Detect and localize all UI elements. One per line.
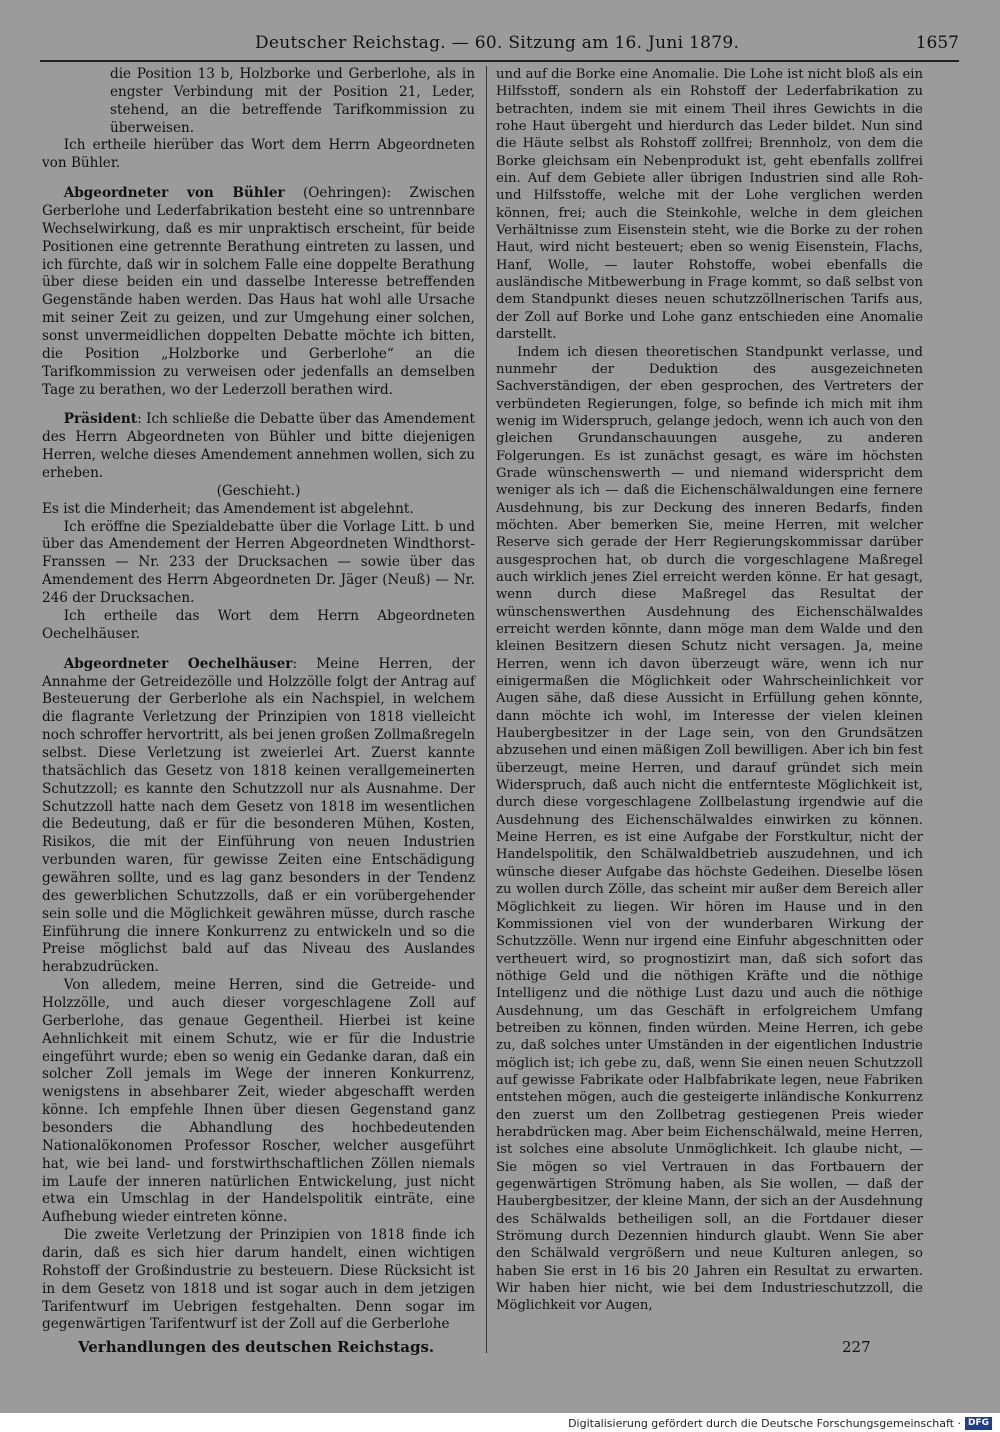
stage-direction: (Geschieht.) bbox=[216, 482, 301, 499]
speaker-name: Abgeordneter von Bühler bbox=[63, 185, 285, 202]
speech-paragraph bbox=[42, 185, 475, 399]
speech-text: (Oehringen): Zwischen Gerberlohe und Lederfabrikation besteht eine so untrennbare Wechselwirkung, daß es mir unpraktisch erscheint, für beide Positionen eine getrennte Berathung eintreten zu lassen, und ich fürchte, daß wir in solchem Falle eine doppelte Berathung über diese beiden ein und dasselbe Interesse betreffenden Gegenstände haben werden. Das Haus hat wohl alle Ursache mit seiner Zeit zu geizen, und zur Umgehung einer solchen, sonst unvermeidlichen doppelten Debatte möchte ich bitten, die Position „Holzborke und Gerberlohe“ an die Tarifkommission zu verweisen oder jedenfalls an demselben Tage zu berathen, wo der Lederzoll berathen wird. bbox=[42, 185, 475, 398]
body-paragraph: Von alledem, meine Herren, sind die Getreide- und Holzzölle, und auch dieser vorgeschlagene Zoll auf Gerberlohe, das genaue Gegentheil. Hierbei ist keine Aehnlichkeit mit einem Schutz, wie er für die Industrie eingeführt wurde; eben so wenig ein Gedanke daran, daß ein solcher Zoll jemals im Wege der inneren Konkurrenz, wenigstens in absehbarer Zeit, wieder abgeschafft werden könne. Ich empfehle Ihnen über diesen Gegenstand ganz besonders die Abhandlung des hochbedeutenden Nationalökonomen Professor Roscher, welcher ausgeführt hat, wie bei land- und forstwirthschaftlichen Zöllen niemals im Laufe der inneren natürlichen Entwickelung, just nicht etwa ein Umschlag in der Handelspolitik einträte, eine Aufhebung wieder eintreten könne. bbox=[42, 977, 475, 1226]
speaker-name: Präsident bbox=[63, 411, 138, 428]
body-paragraph: Die zweite Verletzung der Prinzipien von 1818 finde ich darin, daß es sich hier darum handelt, einen wichtigen Rohstoff der Großindustrie zu besteuern. Diese Rücksicht ist in dem Gesetz von 1818 und ist sogar auch in dem jetzigen Tarifentwurf im Uebrigen festgehalten. Denn sogar im gegenwärtigen Tarifentwurf ist der Zoll auf die Gerberlohe bbox=[42, 1227, 475, 1333]
footer-source: Verhandlungen des deutschen Reichstags. bbox=[78, 1338, 435, 1356]
left-column bbox=[42, 66, 475, 1334]
speaker-name: Abgeordneter Oechelhäuser bbox=[63, 655, 293, 672]
footer-signature: 227 bbox=[842, 1338, 871, 1356]
right-column bbox=[496, 66, 923, 1315]
page-header bbox=[40, 33, 980, 55]
running-title: Deutscher Reichstag. — 60. Sitzung am 16. Juni 1879. bbox=[255, 33, 740, 53]
body-paragraph: Es ist die Minderheit; das Amendement ist abgelehnt. bbox=[42, 500, 414, 517]
body-paragraph: Ich ertheile das Wort dem Herrn Abgeordneten Oechelhäuser. bbox=[42, 607, 475, 642]
speech-paragraph bbox=[42, 656, 475, 977]
speech-paragraph bbox=[42, 411, 475, 482]
column-divider bbox=[486, 66, 487, 1353]
speech-text: : Ich schließe die Debatte über das Amendement des Herrn Abgeordneten von Bühler und bitte diejenigen Herren, welche dieses Amendement annehmen wollen, sich zu erheben. bbox=[42, 411, 475, 482]
body-paragraph: Indem ich diesen theoretischen Standpunkt verlasse, und nunmehr der Deduktion des ausgezeichneten Sachverständigen, der eben gesprochen, des Vertreters der verbündeten Regierungen, folge, so befinde ich mich mit ihm wenig im Widerspruch, gelange jedoch, wenn ich auch von den gleichen Grundanschauungen ausgehe, zu anderen Folgerungen. Es ist zunächst gesagt, es wäre im höchsten Grade wünschenswerth — und niemand widerspricht dem weniger als ich — daß die Eichenschälwaldungen eine fernere Ausdehnung, bis zur Deckung des inneren Bedarfs, finden möchten. Aber bemerken Sie, meine Herren, mit welcher Reserve sich gerade der Herr Regierungskommissar darüber ausgesprochen hat, ob durch die vorgeschlagene Maßregel auch wirklich jenes Ziel erreicht werden könne. Er hat gesagt, wenn durch diese Maßregel das Resultat der wünschenswerthen Ausdehnung des Eichenschälwaldes erreicht werden könnte, dann möge man dem Walde und den kleinen Besitzern diesen Schutz nicht versagen. Ja, meine Herren, wenn ich davon überzeugt wäre, wenn ich nur einigermaßen die Möglichkeit oder Wahrscheinlichkeit vor Augen sähe, daß diese Aussicht in Erfüllung gehen könnte, dann möchte ich wohl, im Interesse der vielen kleinen Haubergbesitzer in der Lage sein, von den Grundsätzen abzusehen und einen mäßigen Zoll bewilligen. Aber ich bin fest überzeugt, meine Herren, und darauf gründet sich mein Widerspruch, daß auch nicht die entfernteste Möglichkeit ist, durch diese vorgeschlagene Zollbelastung irgendwie auf die Ausdehnung des Eichenschälwaldes einwirken zu können. Meine Herren, es ist eine Aufgabe der Forstkultur, nicht der Handelspolitik, den Schälwaldbetrieb auszudehnen, und ich wünsche dieser Aufgabe das höchste Gedeihen. Dieselbe lösen zu wollen durch Zölle, das scheint mir außer dem Bereich aller Möglichkeit zu liegen. Wir hören im Hause und in den Kommissionen viel von der wunderbaren Wirkung der Schutzzölle. Wenn nur irgend eine Einfuhr abgeschnitten oder vertheuert wird, so prognostizirt man, daß sich sofort das nöthige Geld und die nöthigen Kräfte und die nöthige Intelligenz und die nöthige Lust dazu und auch die nöthige Ausdehnung, um das Geschäft in erfolgreichem Umfang betreiben zu können, finden würden. Meine Herren, ich gebe zu, daß solches unter Umständen in der eigentlichen Industrie möglich ist; ich gebe zu, daß, wenn Sie einen neuen Schutzzoll auf gewisse Fabrikate oder Halbfabrikate legen, neue Fabriken entstehen mögen, auch die gesteigerte inländische Konkurrenz den zuerst um den Zollbetrag gestiegenen Preis wieder herabdrücken mag. Aber beim Eichenschälwald, meine Herren, ist solches eine absolute Unmöglichkeit. Ich glaube nicht, — Sie mögen so viel Vertrauen in das Fortbauern der gegenwärtigen Strömung haben, als Sie wollen, — daß der Haubergbesitzer, der kleine Mann, der sich an der Ausdehnung des Schälwalds betheiligen soll, an die Fortdauer dieser Strömung durch Dezennien hindurch glaubt. Wenn Sie aber den Schälwald vergrößern und neue Kulturen anlegen, so haben Sie erst in 16 bis 20 Jahren ein Resultat zu erwarten. Wir haben hier nicht, wie bei dem Industrieschutzzoll, die Möglichkeit vor Augen, bbox=[496, 344, 923, 1314]
body-paragraph: und auf die Borke eine Anomalie. Die Lohe ist nicht bloß als ein Hilfsstoff, sondern als ein Rohstoff der Lederfabrikation zu betrachten, indem sie mit einem Theil ihres Gewichts in die rohe Haut übergeht und hierdurch das Leder bildet. Nun sind die Häute selbst als Rohstoff zollfrei; Brennholz, von dem die Borke gleichsam ein Nebenprodukt ist, geht ebenfalls zollfrei ein. Auf dem Gebiete aller übrigen Industrien sind alle Roh- und Hilfsstoffe, welche mit der Lohe verglichen werden können, frei; auch die Steinkohle, welche in dem gleichen Verhältnisse zum Eisenstein steht, wie die Borke zu der rohen Haut, wird nicht besteuert; eben so wenig Eisenstein, Flachs, Hanf, Wolle, — lauter Rohstoffe, wobei ebenfalls die ausländische Mitbewerbung in Frage kommt, so daß selbst von dem Standpunkt dieses neuen schutzzöllnerischen Tarifs aus, der Zoll auf Borke und Lohe ganz entschieden eine Anomalie darstellt. bbox=[496, 67, 923, 343]
dfg-logo: DFG bbox=[965, 1417, 992, 1430]
credit-text: Digitalisierung gefördert durch die Deutsche Forschungsgemeinschaft · bbox=[568, 1416, 961, 1430]
body-paragraph: Ich eröffne die Spezialdebatte über die Vorlage Litt. b und über das Amendement der Herren Abgeordneten Windthorst-Franssen — Nr. 233 der Drucksachen — sowie über das Amendement des Herrn Abgeordneten Dr. Jäger (Neuß) — Nr. 246 der Drucksachen. bbox=[42, 518, 475, 607]
header-rule bbox=[40, 60, 959, 62]
quoted-motion: die Position 13 b, Holzborke und Gerberlohe, als in engster Verbindung mit der Position 21, Leder, stehend, an die betreffende Tarifkommission zu überweisen. bbox=[110, 66, 475, 136]
body-paragraph: Ich ertheile hierüber das Wort dem Herrn Abgeordneten von Bühler. bbox=[42, 137, 475, 172]
page-number: 1657 bbox=[915, 33, 959, 53]
speech-text: : Meine Herren, der Annahme der Getreidezölle und Holzzölle folgt der Antrag auf Besteuerung der Gerberlohe als ein Nachspiel, in welchem die flagrante Verletzung der Prinzipien von 1818 vielleicht noch schroffer hervortritt, als bei jenen großen Zollmaßregeln selbst. Diese Verletzung ist zweierlei Art. Zuerst kannte thatsächlich das Gesetz von 1818 keinen verallgemeinerten Schutzzoll; es kannte den Schutzzoll nur als Ausnahme. Der Schutzzoll hatte nach dem Gesetz von 1818 im wesentlichen die Bedeutung, daß er für die besonderen Mühen, Kosten, Risikos, die mit der Einführung von neuen Industrien verbunden waren, für gewisse Zeiten eine Entschädigung gewähren sollte, und es lag ganz besonders in der Tendenz des gewerblichen Schutzzolls, daß er ein vorübergehender sein solle und die Möglichkeit gewähren müsse, durch rasche Einführung die innere Konkurrenz zu entwickeln und so die Preise möglichst bald auf das Niveau des Auslandes herabzudrücken. bbox=[42, 655, 476, 976]
digitization-credit bbox=[568, 1416, 992, 1430]
